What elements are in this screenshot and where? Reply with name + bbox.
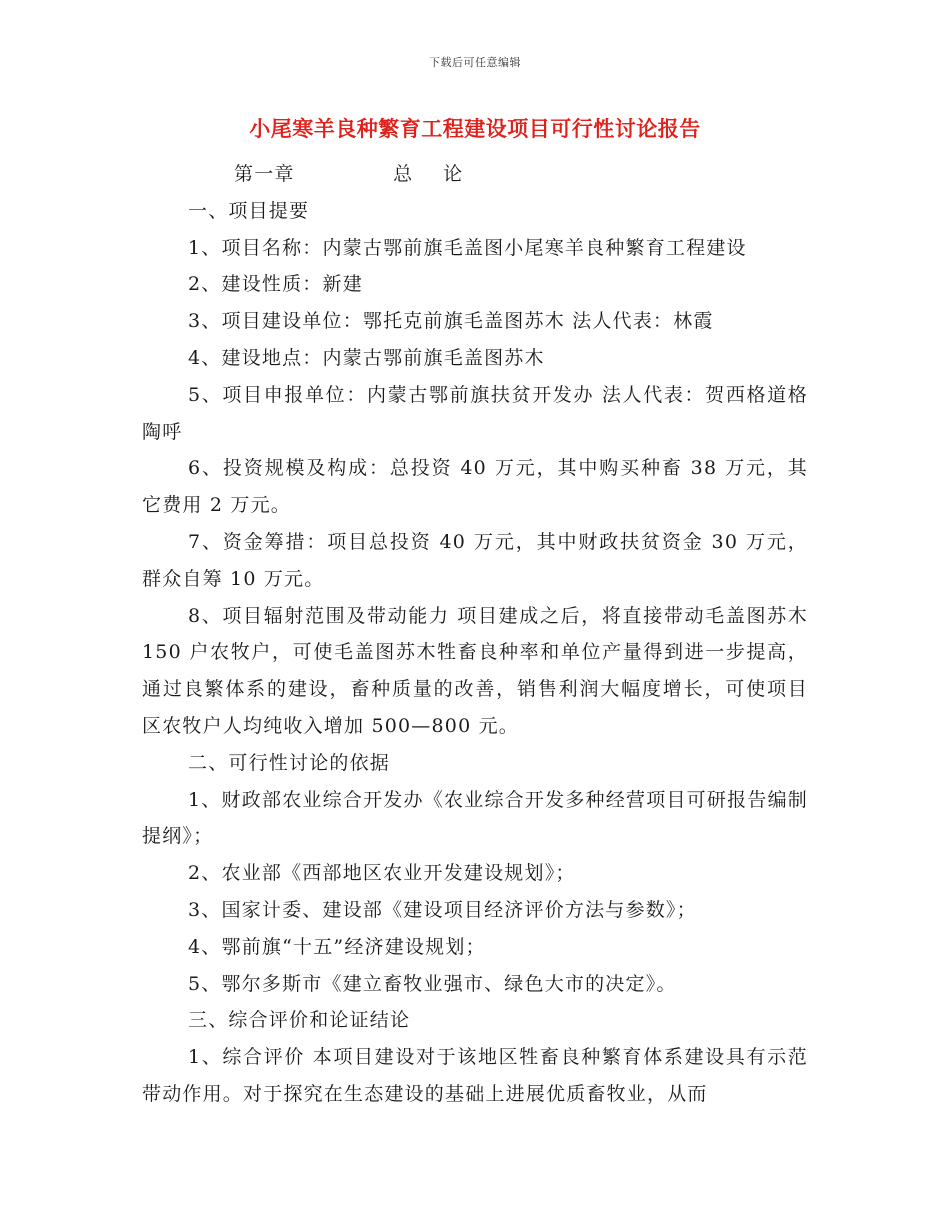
list-item: 6、投资规模及构成：总投资 40 万元，其中购买种畜 38 万元，其它费用 2 万元。 — [142, 457, 808, 517]
chapter-heading — [142, 156, 808, 193]
header-note: 下载后可任意编辑 — [429, 56, 521, 69]
list-item: 2、农业部《西部地区农业开发建设规划》； — [188, 862, 576, 885]
list-item: 4、建设地点：内蒙古鄂前旗毛盖图苏木 — [188, 346, 545, 369]
list-item: 1、项目名称：内蒙古鄂前旗毛盖图小尾寒羊良种繁育工程建设 — [188, 236, 747, 259]
list-item: 5、鄂尔多斯市《建立畜牧业强市、绿色大市的决定》。 — [188, 972, 677, 995]
list-item: 3、项目建设单位：鄂托克前旗毛盖图苏木 法人代表：林霞 — [188, 310, 714, 333]
list-item: 1、财政部农业综合开发办《农业综合开发多种经营项目可研报告编制提纲》； — [142, 788, 808, 848]
chapter-number: 第一章 — [234, 163, 295, 185]
list-item: 4、鄂前旗“十五”经济建设规划； — [188, 935, 486, 958]
section-heading-feasibility-basis: 二、可行性讨论的依据 — [188, 751, 391, 774]
chapter-name: 总 论 — [393, 163, 469, 185]
list-item: 2、建设性质：新建 — [188, 273, 363, 296]
list-item: 7、资金筹措：项目总投资 40 万元，其中财政扶贫资金 30 万元，群众自筹 10 万元。 — [142, 530, 808, 590]
list-item: 1、综合评价 本项目建设对于该地区牲畜良种繁育体系建设具有示范带动作用。对于探究在生态建设的基础上进展优质畜牧业，从而 — [142, 1046, 808, 1105]
list-item: 3、国家计委、建设部《建设项目经济评价方法与参数》； — [188, 898, 697, 921]
document-body — [142, 156, 808, 1113]
list-item: 8、项目辐射范围及带动能力 项目建成之后，将直接带动毛盖图苏木 150 户农牧户，可使毛盖图苏木牲畜良种率和单位产量得到进一步提高，通过良繁体系的建设，畜种质量的改善，销售利润大幅度增长，可使项目区农牧户人均纯收入增加 500—800 元。 — [142, 604, 808, 737]
section-heading-project-summary: 一、项目提要 — [188, 199, 310, 222]
list-item: 5、项目申报单位：内蒙古鄂前旗扶贫开发办 法人代表：贺西格道格陶呼 — [142, 383, 808, 443]
section-heading-evaluation: 三、综合评价和论证结论 — [188, 1009, 411, 1032]
document-title: 小尾寒羊良种繁育工程建设项目可行性讨论报告 — [249, 116, 701, 141]
